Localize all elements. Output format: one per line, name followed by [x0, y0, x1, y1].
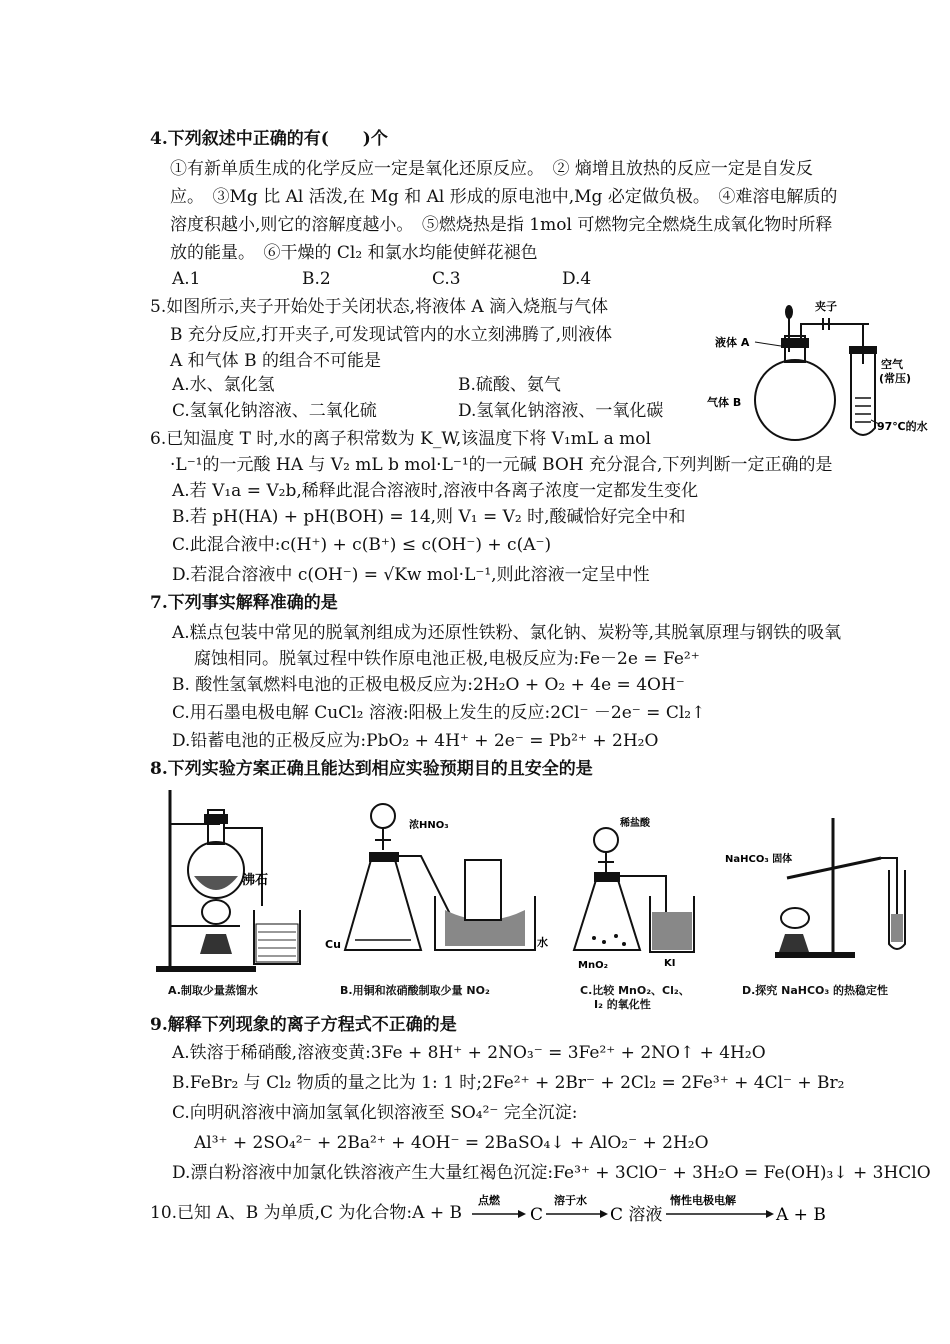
label-water: 97℃的水 [877, 420, 928, 433]
separatory-funnel [371, 804, 395, 828]
label-mno2: MnO₂ [578, 960, 608, 971]
q7-option-a-line-2: 腐蚀相同。脱氧过程中铁作原电池正极,电极反应为:Fe－2e = Fe²⁺ [194, 649, 700, 669]
q5-option-a: A.水、氯化氢 [172, 375, 275, 395]
arrow-label-ignite: 点燃 [478, 1194, 500, 1207]
q4-line-4: 放的能量。 ⑥干燥的 Cl₂ 和氯水均能使鲜花褪色 [170, 243, 538, 263]
label-conc-nitric: 浓HNO₃ [409, 820, 449, 831]
q6-option-b: B.若 pH(HA) + pH(BOH) = 14,则 V₁ = V₂ 时,酸碱恰好完全中和 [172, 507, 686, 527]
q6-line-1: 6.已知温度 T 时,水的离子积常数为 K_W,该温度下将 V₁mL a mol [150, 429, 651, 449]
q5-line-2: B 充分反应,打开夹子,可发现试管内的水立刻沸腾了,则液体 [170, 325, 613, 345]
q8-caption-b: B.用铜和浓硝酸制取少量 NO₂ [340, 984, 490, 997]
q4-option-a: A.1 [172, 269, 201, 289]
label-water: 水 [537, 936, 548, 949]
q5-option-c: C.氢氧化钠溶液、二氧化硫 [172, 401, 377, 421]
q8-figure-a [150, 784, 320, 979]
q4-option-d: D.4 [562, 269, 592, 289]
round-bottom-flask [755, 360, 835, 440]
q6-option-c: C.此混合液中:c(H⁺) + c(B⁺) ≤ c(OH⁻) + c(A⁻) [172, 535, 552, 555]
q5-line-1: 5.如图所示,夹子开始处于关闭状态,将液体 A 滴入烧瓶与气体 [150, 297, 609, 317]
arrow-label-electrolysis: 惰性电极电解 [670, 1194, 736, 1207]
q7-option-a-line-1: A.糕点包装中常见的脱氧剂组成为还原性铁粉、氯化钠、炭粉等,其脱氧原理与钢铁的吸氧 [172, 623, 842, 643]
q8-stem: 8.下列实验方案正确且能达到相应实验预期目的且安全的是 [150, 759, 593, 779]
q10-stem: 10.已知 A、B 为单质,C 为化合物:A + B [150, 1203, 462, 1223]
q4-stem: 4.下列叙述中正确的有( )个 [150, 129, 388, 149]
q8-figure-c [570, 800, 720, 970]
q7-option-b: B. 酸性氢氧燃料电池的正极电极反应为:2H₂O + O₂ + 4e = 4OH⁻ [172, 675, 685, 695]
q9-option-d: D.漂白粉溶液中加氯化铁溶液产生大量红褐色沉淀:Fe³⁺ + 3ClO⁻ + 3H₂O = Fe(OH)₃↓ + 3HClO [172, 1163, 931, 1183]
q7-stem: 7.下列事实解释准确的是 [150, 593, 338, 613]
q4-option-c: C.3 [432, 269, 461, 289]
q7-option-d: D.铅蓄电池的正极反应为:PbO₂ + 4H⁺ + 2e⁻ = Pb²⁺ + 2H₂O [172, 731, 659, 751]
label-air: 空气 [881, 358, 903, 371]
label-gas-b: 气体 B [707, 396, 742, 409]
q9-option-c-line-2: Al³⁺ + 2SO₄²⁻ + 2Ba²⁺ + 4OH⁻ = 2BaSO₄↓ + AlO₂⁻ + 2H₂O [194, 1133, 709, 1153]
q7-option-c: C.用石墨电极电解 CuCl₂ 溶液:阳极上发生的反应:2Cl⁻ －2e⁻ = Cl₂↑ [172, 703, 706, 723]
q8-figure-d [725, 818, 925, 968]
q9-option-c-line-1: C.向明矾溶液中滴加氢氧化钡溶液至 SO₄²⁻ 完全沉淀: [172, 1103, 578, 1123]
q8-caption-c-2: I₂ 的氧化性 [594, 998, 651, 1011]
c-solution: C 溶液 [610, 1205, 663, 1225]
q5-option-d: D.氢氧化钠溶液、一氧化碳 [458, 401, 664, 421]
q8-caption-d: D.探究 NaHCO₃ 的热稳定性 [742, 984, 889, 997]
q6-option-a: A.若 V₁a = V₂b,稀释此混合溶液时,溶液中各离子浓度一定都发生变化 [172, 481, 699, 501]
label-cu: Cu [325, 938, 341, 951]
label-ki: KI [664, 958, 676, 969]
q5-apparatus-figure [705, 288, 945, 448]
q5-line-3: A 和气体 B 的组合不可能是 [170, 351, 381, 371]
label-dilute-hcl: 稀盐酸 [620, 818, 650, 829]
product-c: C [530, 1205, 544, 1225]
rubber-stopper [781, 338, 809, 348]
label-liquid-a: 液体 A [715, 336, 750, 349]
arrow-label-dissolve: 溶于水 [554, 1194, 587, 1207]
label-nahco3-solid: NaHCO₃ 固体 [725, 854, 793, 865]
q9-stem: 9.解释下列现象的离子方程式不正确的是 [150, 1015, 457, 1035]
q6-line-2: ·L⁻¹的一元酸 HA 与 V₂ mL b mol·L⁻¹的一元碱 BOH 充分混合,下列判断一定正确的是 [170, 455, 833, 475]
q8-figure-b [325, 800, 548, 970]
q8-caption-a: A.制取少量蒸馏水 [168, 984, 258, 997]
label-clip: 夹子 [815, 300, 837, 313]
q4-line-2: 应。 ③Mg 比 Al 活泼,在 Mg 和 Al 形成的原电池中,Mg 必定做负极。 ④难溶电解质的 [170, 187, 838, 207]
q6-option-d: D.若混合溶液中 c(OH⁻) = √Kw mol·L⁻¹,则此溶液一定呈中性 [172, 565, 650, 585]
q8-caption-c-1: C.比较 MnO₂、Cl₂、 [580, 984, 690, 997]
q9-option-b: B.FeBr₂ 与 Cl₂ 物质的量之比为 1: 1 时;2Fe²⁺ + 2Br⁻ + 2Cl₂ = 2Fe³⁺ + 4Cl⁻ + Br₂ [172, 1073, 845, 1093]
q10-reaction-scheme [470, 1188, 830, 1228]
q4-line-3: 溶度积越小,则它的溶解度越小。 ⑤燃烧热是指 1mol 可燃物完全燃烧生成氧化物时所释 [170, 215, 833, 235]
q9-option-a: A.铁溶于稀硝酸,溶液变黄:3Fe + 8H⁺ + 2NO₃⁻ = 3Fe²⁺ + 2NO↑ + 4H₂O [172, 1043, 766, 1063]
product-a-b: A + B [776, 1205, 826, 1225]
label-pressure: (常压) [879, 372, 912, 385]
q4-option-b: B.2 [302, 269, 331, 289]
label-boiling-chips: 沸石 [242, 873, 269, 888]
q5-option-b: B.硫酸、氨气 [458, 375, 561, 395]
q4-line-1: ①有新单质生成的化学反应一定是氧化还原反应。 ② 熵增且放热的反应一定是自发反 [170, 159, 813, 179]
